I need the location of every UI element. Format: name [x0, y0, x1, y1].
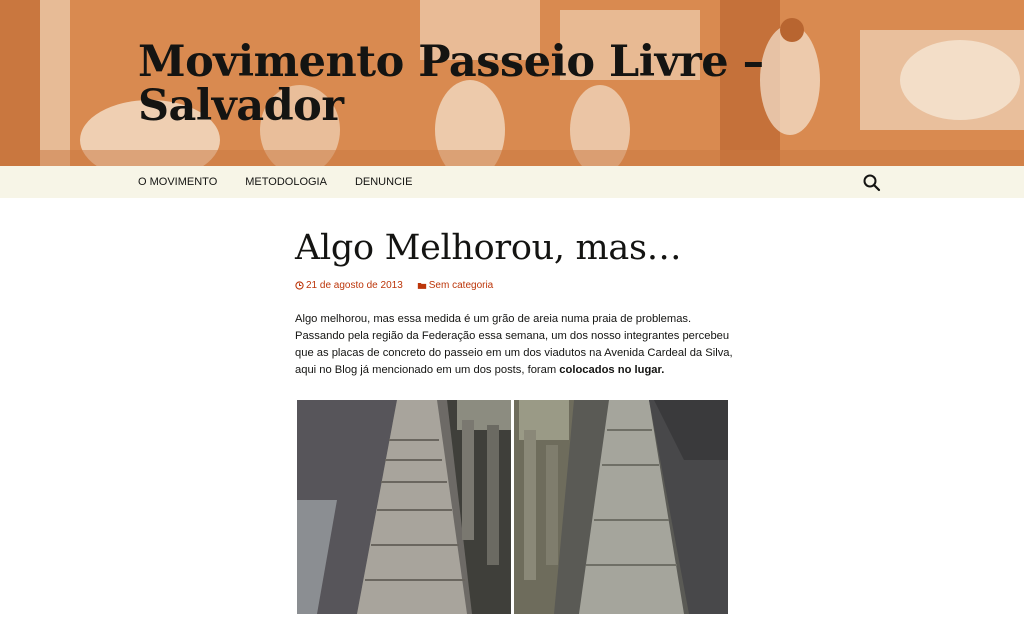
post-body-text: Algo melhorou, mas essa medida é um grão de areia numa praia de problemas. Passando pela região da Federação essa semana, um dos nosso integrantes percebeu que as placas de concreto do passeio em um dos viadutos na Avenida Cardeal da Silva, aqui no Blog já mencionado em um dos posts, foram: [295, 313, 733, 376]
nav-item-o-movimento[interactable]: O MOVIMENTO: [138, 176, 218, 188]
post-body-bold: colocados no lugar.: [559, 364, 665, 376]
post-meta: [295, 280, 735, 291]
sidewalk-photo-left[interactable]: [297, 400, 511, 614]
nav-item-denuncie[interactable]: DENUNCIE: [354, 176, 413, 188]
main-navigation: [0, 166, 1024, 198]
search-icon[interactable]: [862, 173, 882, 193]
site-header: [0, 0, 1024, 166]
sidewalk-photo-right[interactable]: [514, 400, 728, 614]
post-date: 21 de agosto de 2013: [306, 280, 403, 291]
folder-icon: [417, 281, 427, 290]
post-category-link[interactable]: [417, 280, 493, 291]
site-title[interactable]: Movimento Passeio Livre – Salvador: [138, 37, 764, 131]
post-category: Sem categoria: [428, 280, 494, 291]
post-photo-gallery: [297, 400, 728, 614]
post-date-link[interactable]: [295, 280, 403, 291]
post-paragraph: [295, 311, 735, 379]
post-title[interactable]: Algo Melhorou, mas…: [295, 228, 682, 268]
nav-item-metodologia[interactable]: METODOLOGIA: [245, 176, 327, 188]
post-article: [295, 198, 735, 379]
clock-icon: [295, 281, 304, 290]
nav-menu: [124, 166, 426, 198]
post-content: [295, 311, 735, 379]
